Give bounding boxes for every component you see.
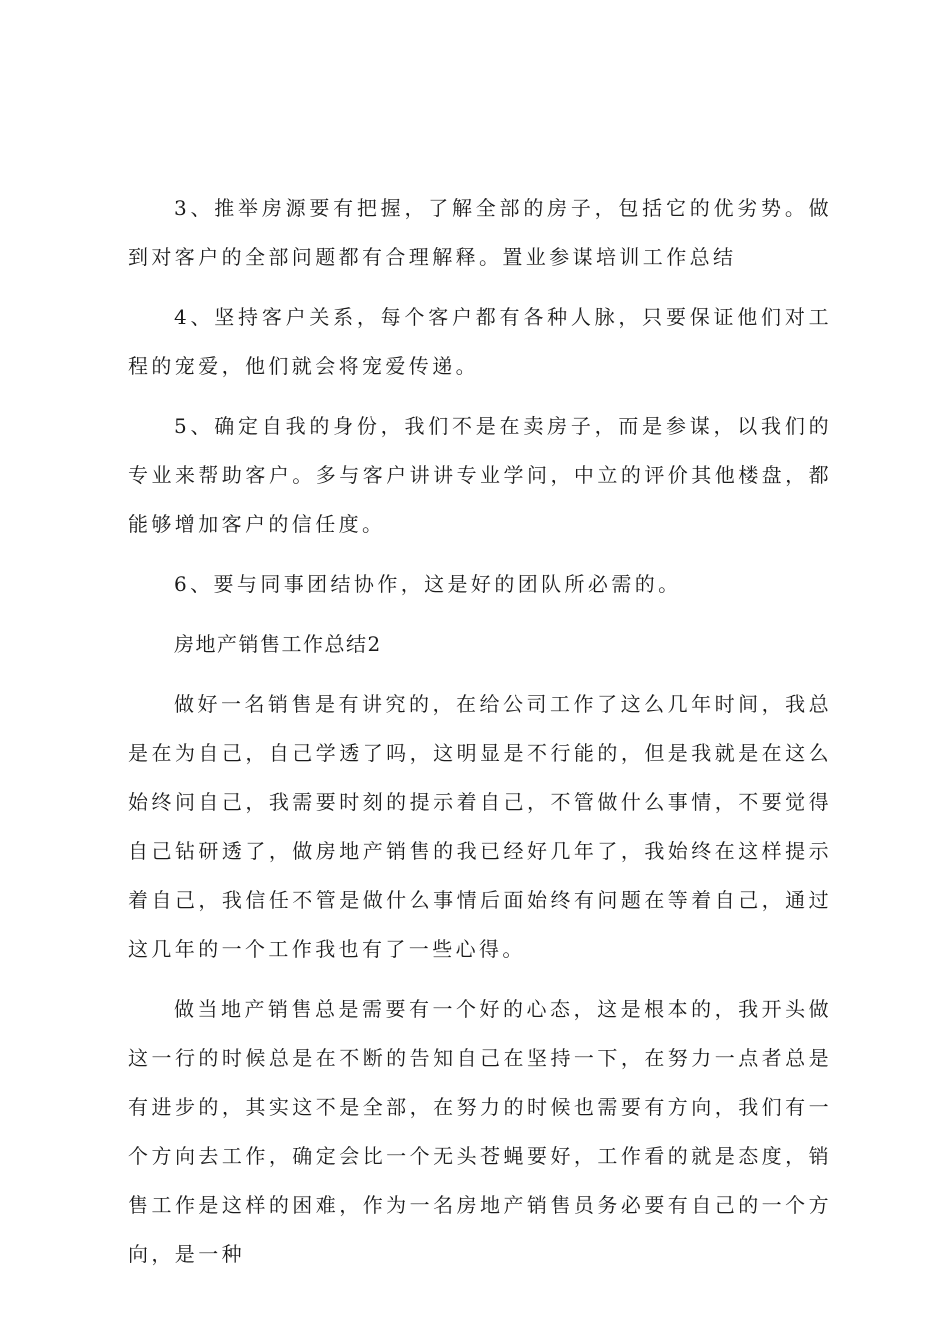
section-heading: 房地产销售工作总结2 [174,632,382,656]
paragraph-item-3: 3、推举房源要有把握，了解全部的房子，包括它的优劣势。做到对客户的全部问题都有合理解释。置业参谋培训工作总结 [128,196,832,269]
section-paragraph-1: 做好一名销售是有讲究的，在给公司工作了这么几年时间，我总是在为自己，自己学透了吗，这明显是不行能的，但是我就是在这么始终问自己，我需要时刻的提示着自己，不管做什么事情，不要觉得自己钻研透了，做房地产销售的我已经好几年了，我始终在这样提示着自己，我信任不管是做什么事情后面始终有问题在等着自己，通过这几年的一个工作我也有了一些心得。 [128,692,832,961]
section-paragraph-2: 做当地产销售总是需要有一个好的心态，这是根本的，我开头做这一行的时候总是在不断的告知自己在坚持一下，在努力一点者总是有进步的，其实这不是全部，在努力的时候也需要有方向，我们有一个方向去工作，确定会比一个无头苍蝇要好，工作看的就是态度，销售工作是这样的困难，作为一名房地产销售员务必要有自己的一个方向，是一种 [128,997,832,1266]
paragraph-item-4: 4、坚持客户关系，每个客户都有各种人脉，只要保证他们对工程的宠爱，他们就会将宠爱传递。 [128,305,832,378]
paragraph-item-5: 5、确定自我的身份，我们不是在卖房子，而是参谋，以我们的专业来帮助客户。多与客户讲讲专业学问，中立的评价其他楼盘，都能够增加客户的信任度。 [128,414,832,536]
document-body [128,184,832,1290]
paragraph-item-6: 6、要与同事团结协作，这是好的团队所必需的。 [174,572,682,596]
